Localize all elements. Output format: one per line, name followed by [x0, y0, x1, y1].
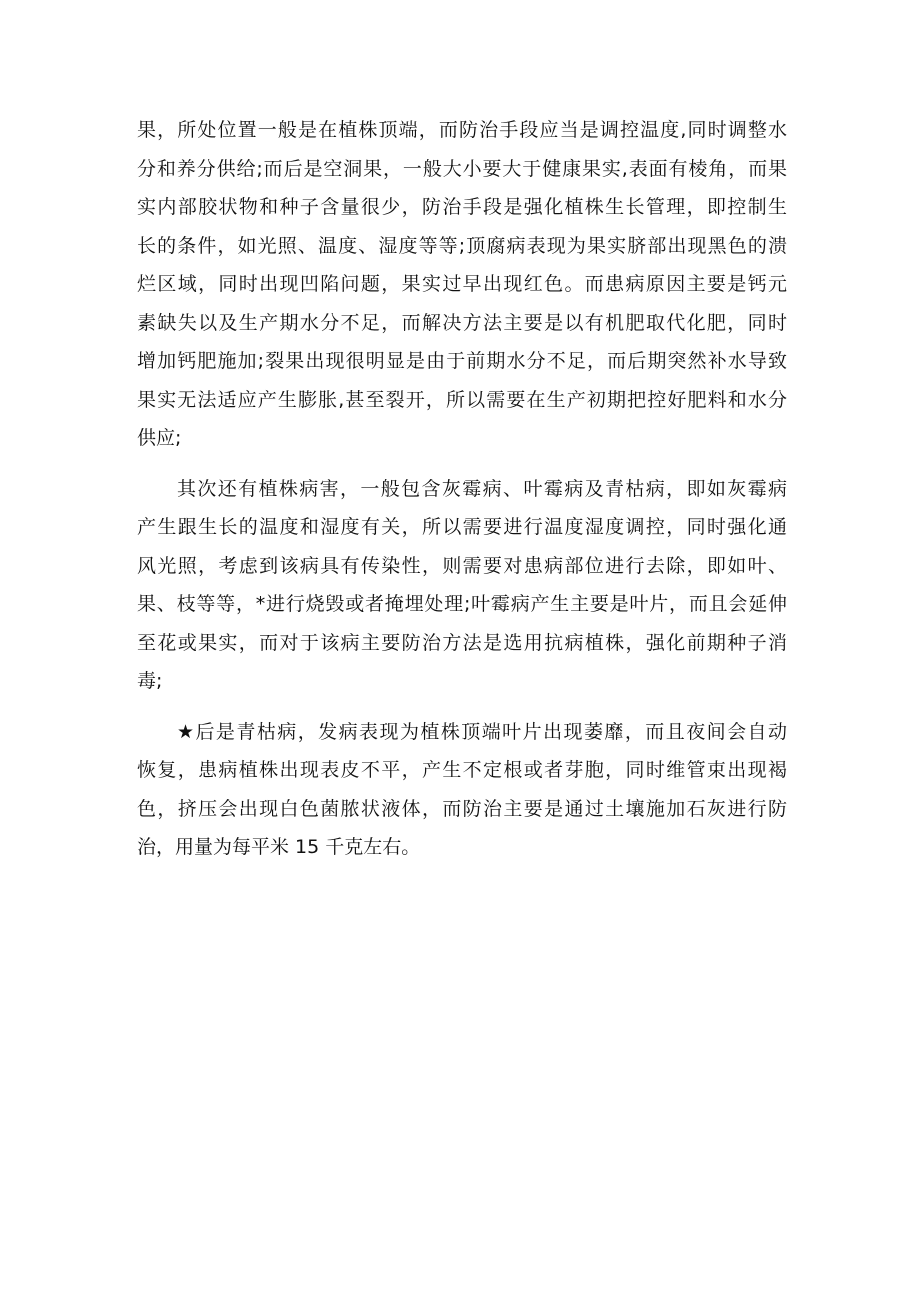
text-line: 供应;	[137, 427, 182, 449]
text-line: ★后是青枯病，发病表现为植株顶端叶片出现萎靡，而且夜间会自动	[177, 720, 787, 743]
text-line: 长的条件，如光照、温度、湿度等等;顶腐病表现为果实脐部出现黑色的溃	[137, 234, 787, 257]
text-line: 果实无法适应产生膨胀,甚至裂开，所以需要在生产初期把控好肥料和水分	[137, 388, 787, 411]
text-line: 恢复，患病植株出现表皮不平，产生不定根或者芽胞，同时维管束出现褐	[137, 759, 787, 781]
text-line: 毒;	[137, 670, 163, 692]
paragraph-plant-diseases	[137, 470, 787, 701]
text-line: 分和养分供给;而后是空洞果，一般大小要大于健康果实,表面有棱角，而果	[137, 157, 787, 180]
text-line: 至花或果实，而对于该病主要防治方法是选用抗病植株，强化前期种子消	[137, 631, 787, 654]
text-line: 果、枝等等，*进行烧毁或者掩埋处理;叶霉病产生主要是叶片，而且会延伸	[137, 593, 787, 615]
text-line: 其次还有植株病害，一般包含灰霉病、叶霉病及青枯病，即如灰霉病	[177, 477, 787, 500]
paragraph-fruit-diseases	[137, 111, 787, 458]
text-line: 风光照，考虑到该病具有传染性，则需要对患病部位进行去除，即如叶、	[137, 554, 787, 577]
text-line: 烂区域，同时出现凹陷问题，果实过早出现红色。而患病原因主要是钙元	[137, 273, 787, 295]
text-line: 果，所处位置一般是在植株顶端，而防治手段应当是调控温度,同时调整水	[137, 119, 787, 141]
text-line: 治，用量为每平米 15 千克左右。	[137, 836, 421, 858]
paragraph-bacterial-wilt	[137, 713, 787, 867]
text-line: 增加钙肥施加;裂果出现很明显是由于前期水分不足，而后期突然补水导致	[137, 350, 787, 372]
text-line: 素缺失以及生产期水分不足，而解决方法主要是以有机肥取代化肥，同时	[137, 311, 787, 334]
text-line: 色，挤压会出现白色菌脓状液体，而防治主要是通过土壤施加石灰进行防	[137, 797, 787, 820]
text-line: 实内部胶状物和种子含量很少，防治手段是强化植株生长管理，即控制生	[137, 196, 787, 218]
document-body	[137, 111, 787, 867]
text-line: 产生跟生长的温度和湿度有关，所以需要进行温度湿度调控，同时强化通	[137, 516, 787, 538]
